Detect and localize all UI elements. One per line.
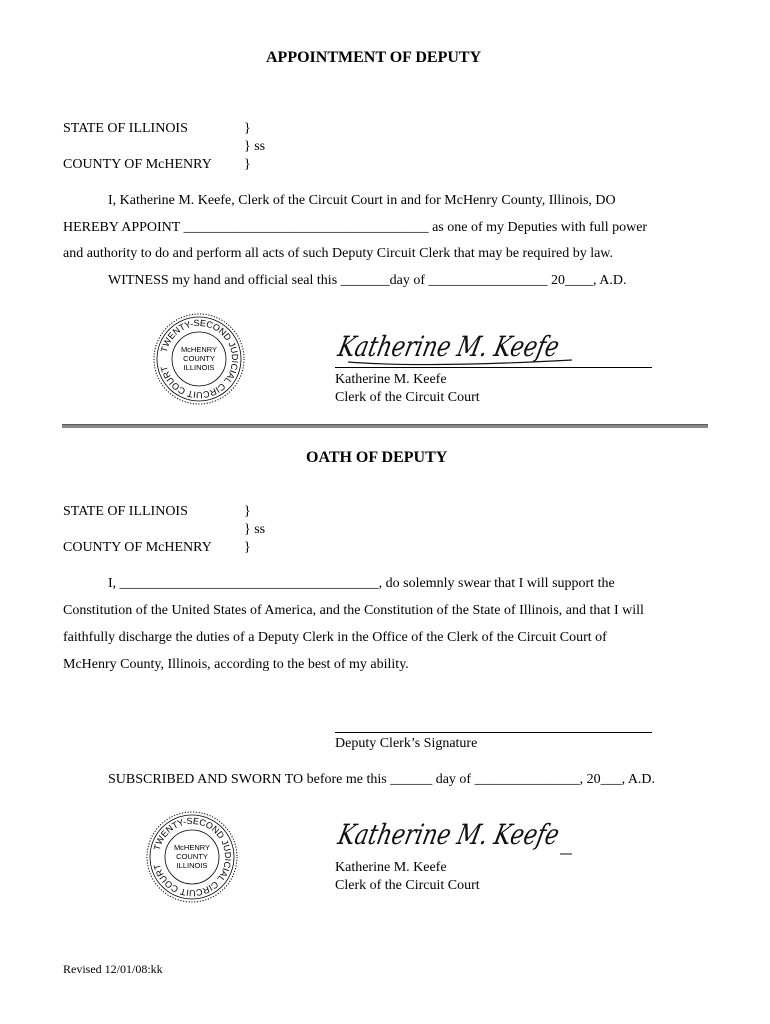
signature-text: Katherine M. Keefe <box>335 330 619 363</box>
deputy-signature-label: Deputy Clerk’s Signature <box>335 736 478 751</box>
appointment-text-line-3: and authority to do and perform all acts of such Deputy Circuit Clerk that may be required by law. <box>63 246 613 261</box>
seal-line-3: ILLINOIS <box>183 363 215 372</box>
oath-title: OATH OF DEPUTY <box>306 449 448 466</box>
oath-signer-name: Katherine M. Keefe <box>335 860 447 875</box>
seal-line-3: ILLINOIS <box>176 861 208 870</box>
seal-line-2: COUNTY <box>183 354 215 363</box>
seal-line-1: McHENRY <box>173 843 211 852</box>
seal-ring-text: TWENTY-SECOND JUDICIAL CIRCUIT COURT <box>151 815 234 899</box>
appointment-signer-title: Clerk of the Circuit Court <box>335 390 480 405</box>
appointment-text-line-2: HEREBY APPOINT ___________________________________ as one of my Deputies with full power <box>63 220 648 235</box>
oath-text-line-4: McHenry County, Illinois, according to the best of my ability. <box>63 657 409 672</box>
revision-footer: Revised 12/01/08:kk <box>63 962 163 976</box>
signature-text: Katherine M. Keefe <box>335 818 619 851</box>
appointment-state-label: STATE OF ILLINOIS <box>63 121 188 136</box>
court-seal <box>145 810 239 904</box>
deputy-signature-line <box>335 732 652 733</box>
appointment-title: APPOINTMENT OF DEPUTY <box>266 49 482 66</box>
oath-state-label: STATE OF ILLINOIS <box>63 504 188 519</box>
appointment-brace-top: } <box>244 121 251 136</box>
seal-ring-text: TWENTY-SECOND JUDICIAL CIRCUIT COURT <box>158 317 241 401</box>
subscribed-line: SUBSCRIBED AND SWORN TO before me this ______ day of _______________, 20___, A.D. <box>108 772 656 787</box>
appointment-signer-name: Katherine M. Keefe <box>335 372 447 387</box>
appointment-witness-line: WITNESS my hand and official seal this _______day of _________________ 20____, A.D. <box>108 273 627 288</box>
seal-line-2: COUNTY <box>176 852 208 861</box>
seal-line-1: McHENRY <box>180 345 218 354</box>
section-divider <box>62 424 708 428</box>
appointment-county-label: COUNTY OF McHENRY <box>63 157 212 172</box>
oath-county-label: COUNTY OF McHENRY <box>63 540 212 555</box>
appointment-brace-ss: } ss <box>244 139 266 154</box>
oath-text-line-2: Constitution of the United States of America, and the Constitution of the State of Illinois, and that I will <box>63 603 644 618</box>
oath-signer-title: Clerk of the Circuit Court <box>335 878 480 893</box>
oath-brace-bottom: } <box>244 540 251 555</box>
appointment-brace-bottom: } <box>244 157 251 172</box>
clerk-signature <box>335 322 619 370</box>
appointment-text-line-1: I, Katherine M. Keefe, Clerk of the Circuit Court in and for McHenry County, Illinois, DO <box>108 193 616 208</box>
oath-text-line-1: I, _____________________________________, do solemnly swear that I will support the <box>108 576 615 591</box>
oath-text-line-3: faithfully discharge the duties of a Deputy Clerk in the Office of the Clerk of the Circuit Court of <box>63 630 607 645</box>
oath-brace-ss: } ss <box>244 522 266 537</box>
court-seal <box>152 312 246 406</box>
oath-brace-top: } <box>244 504 251 519</box>
clerk-signature-line <box>335 367 652 368</box>
clerk-signature <box>335 810 619 858</box>
